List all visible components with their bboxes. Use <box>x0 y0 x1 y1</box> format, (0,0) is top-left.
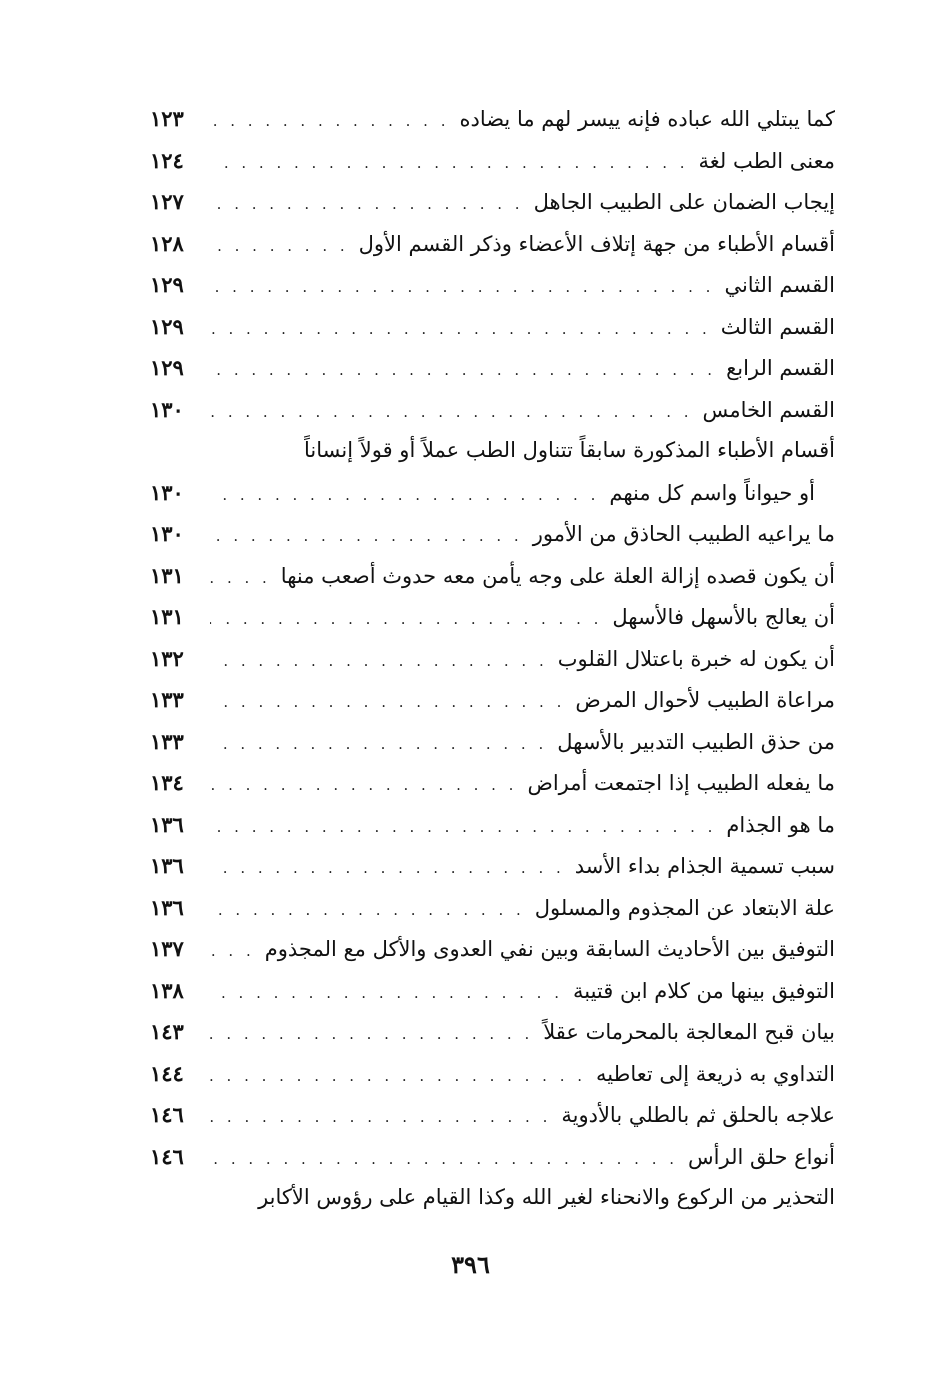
toc-entry <box>150 887 835 929</box>
leader-dots <box>210 890 525 932</box>
leader-dots <box>210 101 449 143</box>
toc-entry-page: ١٣٦ <box>150 811 184 837</box>
toc-entry-title: أقسام الأطباء المذكورة سابقاً تتناول الطب عملاً أو قولاً إنساناً <box>304 438 835 462</box>
leader-dots <box>210 267 714 309</box>
toc-entry-page: ١٣٠ <box>150 396 184 422</box>
toc-entry-title: التوفيق بين الأحاديث السابقة وبين نفي العدوى والأكل مع المجذوم <box>264 937 835 961</box>
toc-entry-page: ١٢٩ <box>150 272 184 297</box>
toc-entry-page: ١٣٦ <box>150 853 184 878</box>
toc-entry-title: إيجاب الضمان على الطبيب الجاهل <box>533 190 835 214</box>
toc-entry <box>150 721 835 763</box>
toc-entry <box>150 1136 835 1178</box>
toc-entry <box>150 596 835 638</box>
leader-dots <box>210 1014 533 1056</box>
toc-entry <box>150 555 835 597</box>
leader-dots <box>210 724 547 766</box>
toc-entry-page: ١٣٧ <box>150 936 184 961</box>
toc-entry-page: ١٣٠ <box>150 521 184 546</box>
toc-entry <box>150 1094 835 1136</box>
toc-entry <box>150 762 835 804</box>
toc-entry-title: ما هو الجذام <box>726 812 835 837</box>
toc-entry <box>150 181 835 223</box>
leader-dots <box>210 558 271 600</box>
toc-entry-title: سبب تسمية الجذام بداء الأسد <box>574 854 835 878</box>
toc-entry-title: أن يكون قصده إزالة العلة على وجه يأمن معه حدوث أصعب منها <box>280 563 835 588</box>
toc-entry-title: ما يفعله الطبيب إذا اجتمعت أمراض <box>527 771 835 795</box>
toc-entry-page: ١٢٩ <box>150 313 184 339</box>
toc-entry-title: بيان قبح المعالجة بالمحرمات عقلاً <box>543 1020 835 1044</box>
toc-entry <box>150 472 835 514</box>
toc-entry <box>150 389 835 431</box>
toc-entry <box>150 928 835 970</box>
toc-entry <box>150 804 835 846</box>
toc-entry-page: ١٤٦ <box>150 1102 184 1127</box>
toc-entry <box>150 970 835 1012</box>
toc-entry-title: علاجه بالحلق ثم بالطلي بالأدوية <box>561 1103 835 1127</box>
toc-entry-page: ١٤٦ <box>150 1143 184 1169</box>
toc-entry-page: ١٢٣ <box>150 106 184 131</box>
toc-entry-title: أن يكون له خبرة باعتلال القلوب <box>557 646 835 671</box>
leader-dots <box>210 226 349 268</box>
toc-entry-page: ١٤٤ <box>150 1060 184 1086</box>
toc-entry <box>150 1053 835 1095</box>
toc-entry-title: علة الابتعاد عن المجذوم والمسلول <box>534 895 835 920</box>
toc-entry-title: أنواع حلق الرأس <box>688 1144 835 1169</box>
leader-dots <box>210 392 693 434</box>
toc-entry-page: ١٣٤ <box>150 770 184 795</box>
toc-entry-page: ١٣٢ <box>150 645 184 671</box>
leader-dots <box>210 350 716 392</box>
leader-dots <box>210 848 565 890</box>
toc-entry <box>150 140 835 182</box>
toc-entry-page: ١٢٧ <box>150 189 184 214</box>
toc-entry <box>150 306 835 348</box>
toc-entry <box>150 679 835 721</box>
toc-entry-title: مراعاة الطبيب لأحوال المرض <box>575 688 835 712</box>
toc-entry-title: من حذق الطبيب التدبير بالأسهل <box>557 729 835 754</box>
leader-dots <box>210 184 524 226</box>
toc-entry-title: القسم الخامس <box>702 397 835 422</box>
toc-entry-page: ١٤٣ <box>150 1019 184 1044</box>
toc-entry-title: القسم الثاني <box>724 273 835 297</box>
leader-dots <box>210 765 517 807</box>
toc-entry <box>150 1011 835 1053</box>
toc-entry <box>150 430 835 472</box>
toc-entry-title: كما يبتلي الله عباده فإنه ييسر لهم ما يضاده <box>459 107 835 131</box>
leader-dots <box>210 973 563 1015</box>
toc-entry-title: معنى الطب لغة <box>698 148 835 173</box>
toc-entry-page: ١٢٨ <box>150 230 184 256</box>
toc-entry <box>150 1177 835 1219</box>
toc-entry-title: القسم الثالث <box>720 314 835 339</box>
leader-dots <box>210 1139 678 1181</box>
toc-entry-page: ١٣٣ <box>150 687 184 712</box>
toc-entry-page: ١٣١ <box>150 604 184 629</box>
toc-entry-title: التداوي به ذريعة إلى تعاطيه <box>596 1061 835 1086</box>
toc-entry-page: ١٣٠ <box>150 479 184 505</box>
toc-entry-title: ما يراعيه الطبيب الحاذق من الأمور <box>532 522 835 546</box>
toc-entry <box>150 347 835 389</box>
toc-entry-page: ١٣٨ <box>150 977 184 1003</box>
leader-dots <box>210 641 548 683</box>
leader-dots <box>210 807 716 849</box>
leader-dots <box>210 516 523 558</box>
leader-dots <box>210 309 711 351</box>
toc-entry-title: القسم الرابع <box>726 356 835 380</box>
toc-entry <box>150 845 835 887</box>
toc-entry <box>150 223 835 265</box>
toc-entry-page: ١٣١ <box>150 562 184 588</box>
toc-entry-title: التوفيق بينها من كلام ابن قتيبة <box>572 978 835 1003</box>
leader-dots <box>210 931 255 973</box>
toc-entry-title: التحذير من الركوع والانحناء لغير الله وكذا القيام على رؤوس الأكابر <box>258 1185 835 1209</box>
toc-entry <box>150 638 835 680</box>
leader-dots <box>210 1056 586 1098</box>
leader-dots <box>210 599 602 641</box>
toc-entry-page: ١٢٤ <box>150 147 184 173</box>
toc-entry-title: أو حيواناً واسم كل منهم <box>609 480 815 505</box>
leader-dots <box>210 682 565 724</box>
toc-entry-title: أن يعالج بالأسهل فالأسهل <box>612 605 835 629</box>
leader-dots <box>210 143 689 185</box>
toc-entry-title: أقسام الأطباء من جهة إتلاف الأعضاء وذكر القسم الأول <box>358 231 835 256</box>
page-number: ٣٩٦ <box>451 1250 490 1279</box>
toc-entry <box>150 98 835 140</box>
toc-entry-page: ١٣٣ <box>150 728 184 754</box>
toc-entry-page: ١٣٦ <box>150 894 184 920</box>
toc-entry <box>150 264 835 306</box>
leader-dots <box>210 1097 551 1139</box>
toc-entry <box>150 513 835 555</box>
toc-entry-page: ١٢٩ <box>150 355 184 380</box>
table-of-contents <box>150 98 835 1219</box>
leader-dots <box>210 475 599 517</box>
